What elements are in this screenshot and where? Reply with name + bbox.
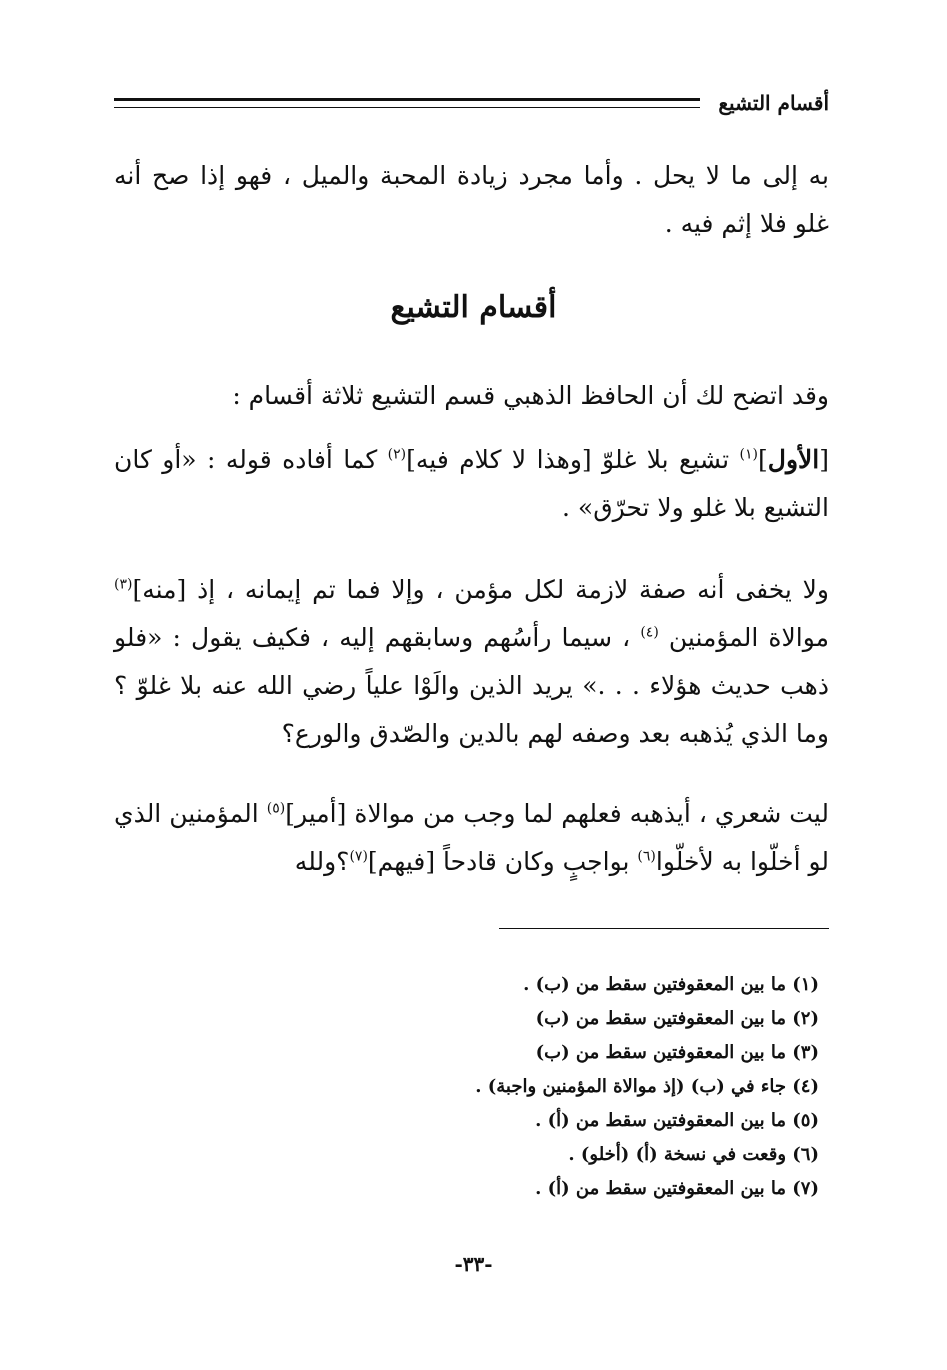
footnote-ref-7: (٧)	[349, 848, 368, 865]
footnote-ref-6: (٦)	[637, 848, 656, 865]
footnote-ref-4: (٤)	[640, 624, 659, 641]
footnote-4: (٤) جاء في (ب) (إذ موالاة المؤمنين واجبة) .	[475, 1076, 819, 1097]
header-double-rule	[114, 98, 700, 108]
footnote-3: (٣) ما بين المعقوفتين سقط من (ب)	[535, 1042, 819, 1063]
paragraph-4-text-2: موالاة المؤمنين	[658, 623, 829, 652]
footnote-5: (٥) ما بين المعقوفتين سقط من (أ) .	[535, 1110, 819, 1131]
paragraph-4	[114, 566, 829, 758]
bracket-open: [	[819, 445, 829, 474]
bracket-close: ]	[758, 445, 768, 474]
paragraph-1: به إلى ما لا يحل . وأما مجرد زيادة المحبة والميل ، فهو إذا صح أنه غلو فلا إثم فيه .	[114, 161, 829, 238]
paragraph-5-text-3: بواجبٍ وكان قادحاً [فيهم]	[367, 847, 638, 876]
footnote-1: (١) ما بين المعقوفتين سقط من (ب) .	[523, 974, 819, 995]
paragraph-3-text-2: كما أفاده قوله : «أو كان التشيع بلا غلو ولا تحرّق» .	[114, 445, 829, 522]
paragraph-5-text-4: ؟ولله	[294, 847, 350, 876]
paragraph-5	[114, 790, 829, 886]
footnote-2: (٢) ما بين المعقوفتين سقط من (ب)	[535, 1008, 819, 1029]
footnote-6: (٦) وقعت في نسخة (أ) (أخلو) .	[568, 1144, 819, 1165]
paragraph-3	[114, 436, 829, 532]
paragraph-5-text-1: ليت شعري ، أيذهبه فعلهم لما وجب من موالاة [أمير]	[285, 799, 829, 828]
footnote-7: (٧) ما بين المعقوفتين سقط من (أ) .	[535, 1178, 819, 1199]
running-title: أقسام التشيع	[718, 91, 829, 115]
paragraph-3-text-1: تشيع بلا غلوّ [وهذا لا كلام فيه]	[406, 445, 740, 474]
footnote-ref-1: (١)	[739, 446, 759, 463]
footnote-separator	[499, 928, 829, 929]
paragraph-4-text-1: ولا يخفى أنه صفة لازمة لكل مؤمن ، وإلا فما تم إيمانه ، إذ [منه]	[132, 575, 829, 604]
paragraph-2: وقد اتضح لك أن الحافظ الذهبي قسم التشيع ثلاثة أقسام :	[232, 381, 829, 410]
footnote-ref-3: (٣)	[114, 576, 133, 593]
paragraph-5-text-2: المؤمنين الذي لو أخلّوا به لأخلّوا	[114, 799, 829, 876]
paragraph-4-text-3: ، سيما رأسُهم وسابقهم إليه ، فكيف يقول : «فلو ذهب حديث هؤلاء . . .» يريد الذين والَوْا علياً رضي الله عنه بلا غلوّ ؟ وما الذي يُذهبه بعد وصفه لهم بالدين والصّدق والورع؟	[114, 623, 829, 748]
page-number: -٣٣-	[454, 1252, 493, 1276]
running-header	[114, 88, 829, 118]
section-title: أقسام التشيع	[390, 290, 557, 325]
footnote-ref-2: (٢)	[387, 446, 407, 463]
first-category-word: الأول	[767, 445, 820, 474]
footnotes-list	[319, 968, 819, 1206]
footnote-ref-5: (٥)	[266, 800, 286, 817]
